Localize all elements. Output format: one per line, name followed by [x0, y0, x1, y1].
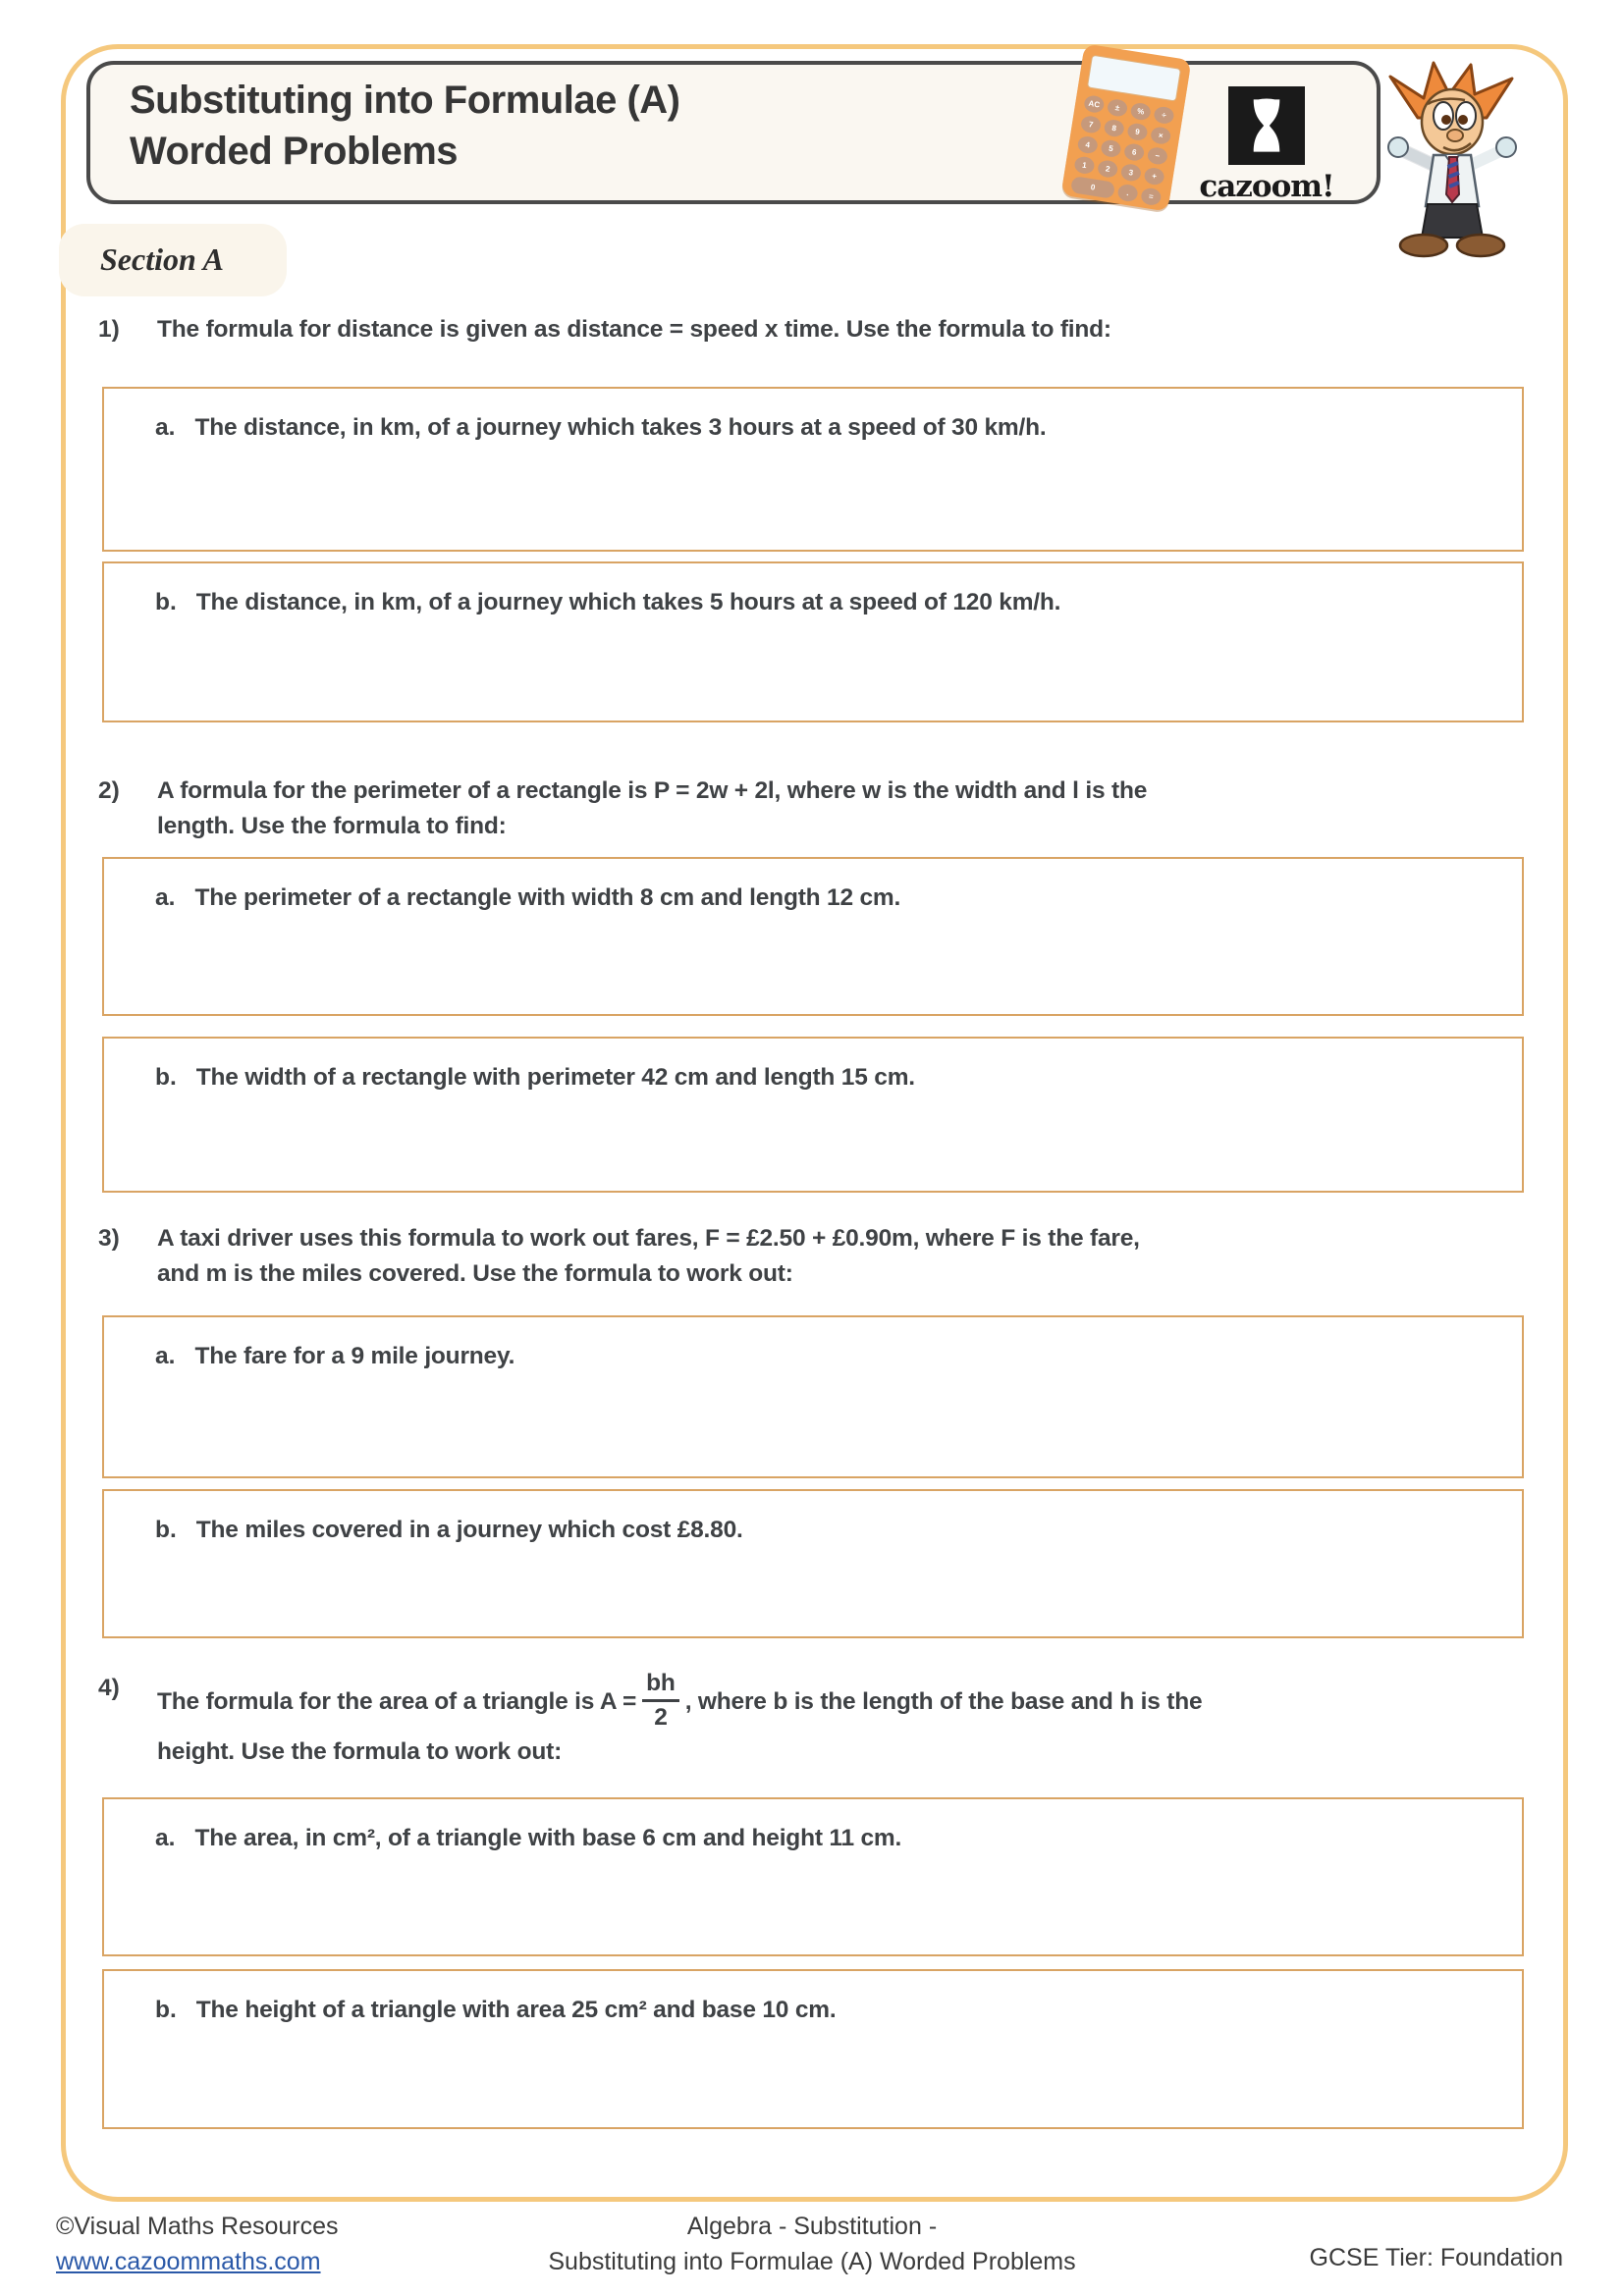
calculator-key: × [1150, 126, 1171, 145]
calculator-key: AC [1083, 94, 1105, 114]
prompt-text: The formula for the area of a triangle is A = [157, 1687, 637, 1715]
question-prompt-line: The formula for distance is given as distance = speed x time. Use the formula to find: [157, 316, 1111, 343]
cazoom-goblet-icon [1228, 86, 1305, 165]
question-number: 4) [98, 1675, 120, 1701]
calculator-key: 0 [1070, 176, 1115, 199]
answer-box-4b [102, 1969, 1524, 2129]
part-text: The distance, in km, of a journey which takes 3 hours at a speed of 30 km/h. [194, 414, 1047, 441]
calculator-key: 5 [1100, 138, 1121, 158]
section-heading-label: Section A [100, 241, 224, 277]
fraction-denominator: 2 [654, 1704, 668, 1731]
answer-box-4a [102, 1797, 1524, 1956]
part-text: The width of a rectangle with perimeter 42 cm and length 15 cm. [195, 1064, 915, 1091]
part-text: The height of a triangle with area 25 cm² and base 10 cm. [195, 1997, 837, 2023]
answer-box-1b [102, 561, 1524, 722]
calculator-key: + [1143, 167, 1164, 187]
part-text: The miles covered in a journey which cost £8.80. [195, 1517, 743, 1543]
page-title-line1: Substituting into Formulae (A) [130, 79, 680, 122]
footer-topic-line1: Algebra - Substitution - [686, 2213, 938, 2240]
fraction-numerator: bh [642, 1669, 679, 1702]
calculator-key: − [1147, 146, 1168, 166]
answer-box-2a [102, 857, 1524, 1016]
part-text: The distance, in km, of a journey which takes 5 hours at a speed of 120 km/h. [195, 589, 1061, 615]
part-label: a. [155, 414, 176, 441]
question-2 [98, 774, 1524, 844]
question-4 [98, 1671, 1524, 1770]
question-prompt [157, 312, 1524, 347]
part-label: a. [155, 884, 176, 911]
page-title-line2: Worded Problems [130, 130, 459, 173]
question-prompt-line [157, 1671, 1524, 1735]
question-1 [98, 312, 1524, 347]
footer-website-link[interactable]: www.cazoommaths.com [56, 2248, 321, 2275]
part-label: b. [155, 1997, 177, 2023]
calculator-key: 8 [1104, 119, 1125, 138]
question-number: 2) [98, 777, 120, 804]
question-prompt-line: and m is the miles covered. Use the formula to work out: [157, 1260, 793, 1287]
page-title [130, 75, 680, 177]
question-prompt-line: A taxi driver uses this formula to work out fares, F = £2.50 + £0.90m, where F is the fare, [157, 1225, 1140, 1252]
question-3 [98, 1221, 1524, 1292]
footer-tier: GCSE Tier: Foundation [1309, 2244, 1563, 2271]
question-prompt [157, 1671, 1524, 1770]
part-text: The area, in cm², of a triangle with base 6 cm and height 11 cm. [194, 1825, 902, 1851]
calculator-key: ± [1107, 98, 1128, 118]
question-prompt-line: height. Use the formula to work out: [157, 1738, 563, 1765]
answer-box-3a [102, 1315, 1524, 1478]
fraction [642, 1669, 679, 1733]
part-label: b. [155, 589, 177, 615]
answer-box-3b [102, 1489, 1524, 1638]
mascot-character [1377, 57, 1529, 261]
footer-topic-line2: Substituting into Formulae (A) Worded Problems [548, 2248, 1076, 2275]
cazoom-logo [1193, 86, 1340, 204]
calculator-key: 6 [1123, 142, 1145, 162]
calculator-key: 2 [1097, 159, 1118, 179]
answer-box-2b [102, 1037, 1524, 1193]
calculator-key: . [1116, 184, 1138, 203]
question-prompt [157, 774, 1524, 844]
calculator-key: ÷ [1153, 105, 1174, 125]
calculator-keys [1061, 93, 1183, 208]
part-label: a. [155, 1825, 176, 1851]
part-label: b. [155, 1517, 177, 1543]
question-prompt [157, 1221, 1524, 1292]
calculator-key: % [1130, 102, 1152, 122]
part-label: b. [155, 1064, 177, 1091]
question-number: 3) [98, 1225, 120, 1252]
calculator-key: 9 [1126, 122, 1148, 141]
section-heading [59, 224, 287, 296]
part-label: a. [155, 1343, 176, 1369]
answer-box-1a [102, 387, 1524, 552]
calculator-key: 3 [1120, 163, 1142, 183]
calculator-key: = [1140, 187, 1162, 206]
question-prompt-line: A formula for the perimeter of a rectangle is P = 2w + 2l, where w is the width and l is the [157, 777, 1148, 804]
calculator-key: 7 [1080, 115, 1102, 134]
calculator-key: 4 [1077, 135, 1099, 155]
cazoom-wordmark: cazoom! [1199, 169, 1334, 204]
part-text: The fare for a 9 mile journey. [194, 1343, 515, 1369]
question-number: 1) [98, 316, 120, 343]
footer-copyright: ©Visual Maths Resources [56, 2213, 339, 2240]
question-prompt-line: length. Use the formula to find: [157, 813, 507, 839]
calculator-screen [1087, 55, 1181, 102]
calculator-key: 1 [1073, 155, 1095, 175]
part-text: The perimeter of a rectangle with width 8 cm and length 12 cm. [194, 884, 901, 911]
prompt-text: , where b is the length of the base and h is the [684, 1687, 1203, 1715]
